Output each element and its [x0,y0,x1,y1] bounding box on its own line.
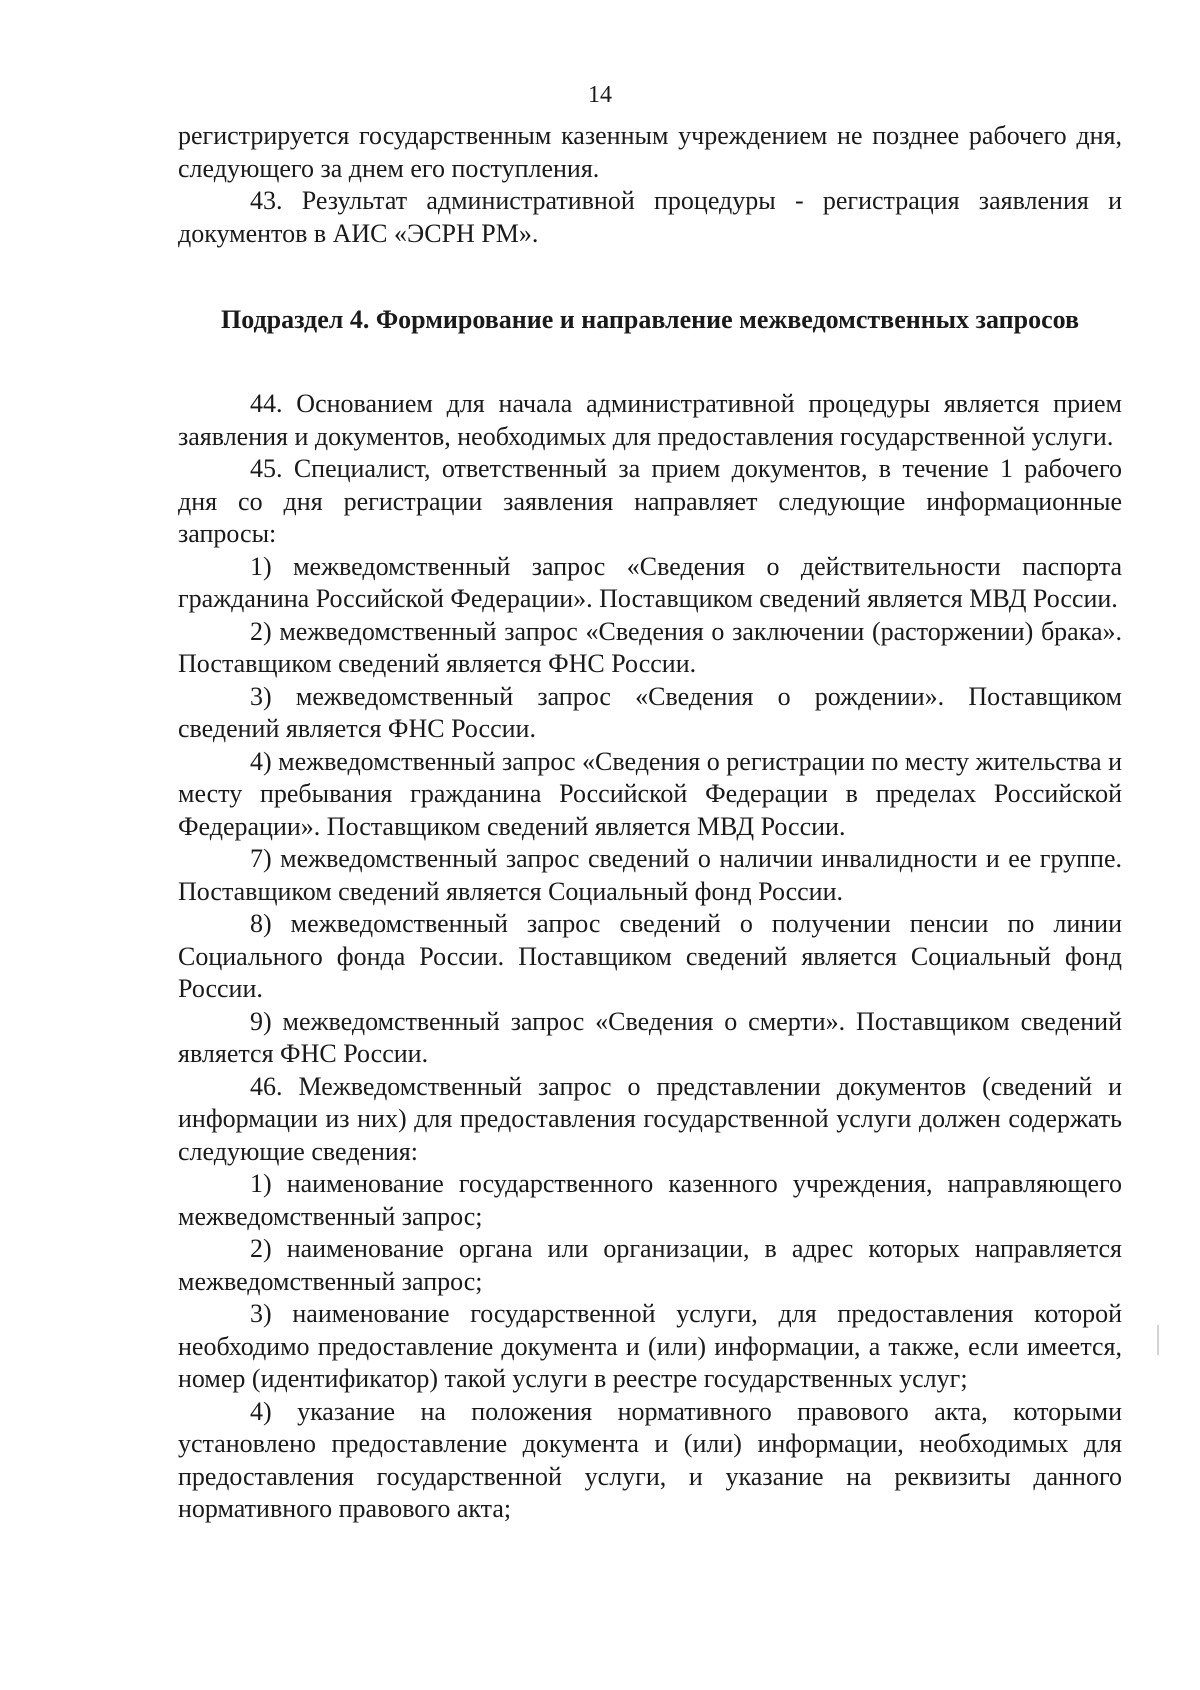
page-number: 14 [588,82,612,108]
paragraph-44: 44. Основанием для начала административной процедуры является прием заявления и документов, необходимых для предоставления государственной услуги. [178,389,1122,451]
list-item-7: 7) межведомственный запрос сведений о наличии инвалидности и ее группе. Поставщиком сведений является Социальный фонд России. [178,844,1122,906]
scan-artifact [1157,1325,1159,1355]
requirement-item-1: 1) наименование государственного казенного учреждения, направляющего межведомственный запрос; [178,1169,1122,1231]
paragraph-43: 43. Результат административной процедуры - регистрация заявления и документов в АИС «ЭСРН РМ». [178,186,1122,248]
list-item-9: 9) межведомственный запрос «Сведения о смерти». Поставщиком сведений является ФНС России. [178,1006,1122,1068]
section-heading: Подраздел 4. Формирование и направление межведомственных запросов [220,305,1079,334]
intro-paragraph: регистрируется государственным казенным учреждением не позднее рабочего дня, следующего за днем его поступления. [178,121,1122,183]
list-item-2: 2) межведомственный запрос «Сведения о заключении (расторжении) брака». Поставщиком сведений является ФНС России. [178,616,1122,678]
list-item-1: 1) межведомственный запрос «Сведения о действительности паспорта гражданина Российской Федерации». Поставщиком сведений является МВД России. [178,551,1122,613]
requirement-item-3: 3) наименование государственной услуги, для предоставления которой необходимо предоставление документа и (или) информации, а также, если имеется, номер (идентификатор) такой услуги в реестре государственных услуг; [178,1299,1122,1393]
document-body [178,120,1122,1526]
paragraph-46: 46. Межведомственный запрос о представлении документов (сведений и информации из них) для предоставления государственной услуги должен содержать следующие сведения: [178,1071,1122,1166]
list-item-8: 8) межведомственный запрос сведений о получении пенсии по линии Социального фонда России. Поставщиком сведений является Социальный фонд России. [178,909,1122,1003]
list-item-3: 3) межведомственный запрос «Сведения о рождении». Поставщиком сведений является ФНС России. [178,681,1122,743]
list-item-4: 4) межведомственный запрос «Сведения о регистрации по месту жительства и месту пребывания гражданина Российской Федерации в пределах Российской Федерации». Поставщиком сведений является МВД России. [178,746,1122,841]
paragraph-45: 45. Специалист, ответственный за прием документов, в течение 1 рабочего дня со дня регистрации заявления направляет следующие информационные запросы: [178,454,1122,548]
requirement-item-4: 4) указание на положения нормативного правового акта, которыми установлено предоставление документа и (или) информации, необходимых для предоставления государственной услуги, и указание на реквизиты данного нормативного правового акта; [178,1396,1122,1523]
requirement-item-2: 2) наименование органа или организации, в адрес которых направляется межведомственный запрос; [178,1234,1122,1296]
